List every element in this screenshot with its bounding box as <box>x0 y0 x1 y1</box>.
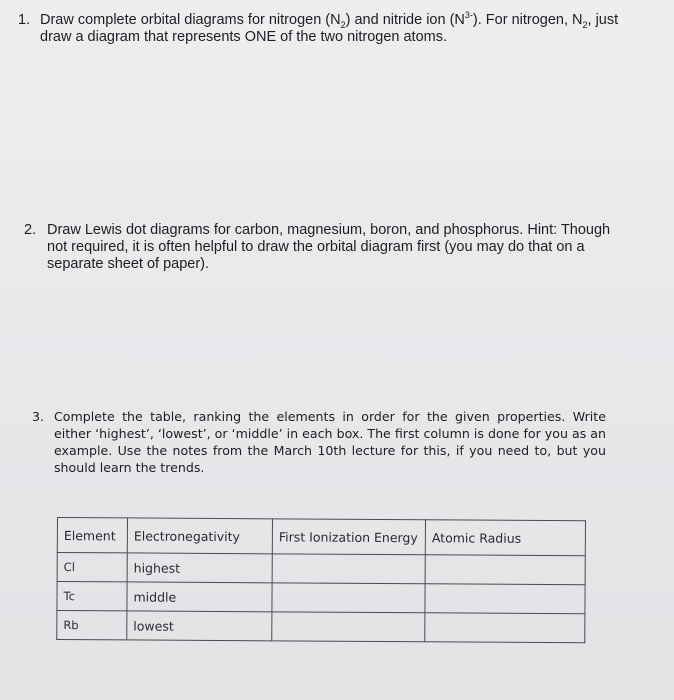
question-2-text: Draw Lewis dot diagrams for carbon, magnesium, boron, and phosphorus. Hint: Though not required, it is often helpful to draw the orbital diagram first (you may do that on a separate sheet of paper). <box>47 222 611 272</box>
cell-atomic-radius <box>425 584 585 614</box>
cell-electronegativity: lowest <box>127 611 272 641</box>
table-header-row <box>57 518 585 556</box>
question-3 <box>32 408 606 476</box>
header-atomic-radius: Atomic Radius <box>425 520 585 556</box>
cell-element: Rb <box>57 611 127 640</box>
question-1-text: Draw complete orbital diagrams for nitrogen $(N_2)$ and nitride ion $(N^{3-})$. For nitrogen, $N_2$, just draw a diagram that represents ONE of the two nitrogen atoms. <box>40 10 619 45</box>
header-electronegativity: Electronegativity <box>127 518 272 554</box>
question-2 <box>24 222 624 273</box>
cell-first-ionization-energy <box>272 612 425 642</box>
cell-element: Cl <box>57 553 127 582</box>
question-3-text: Complete the table, ranking the elements in order for the given properties. Write either ‘highest’, ‘lowest’, or ‘middle’ in each box. The first column is done for you as an example. Use the notes from the March 10th lecture for this, if you need to, but you should learn the trends. <box>54 409 606 475</box>
cell-atomic-radius <box>425 555 585 585</box>
trends-table <box>56 517 586 643</box>
table-row <box>57 582 585 614</box>
question-3-number: 3. <box>32 409 45 424</box>
header-element: Element <box>57 518 127 553</box>
cell-atomic-radius <box>425 613 585 643</box>
question-1 <box>18 12 638 46</box>
cell-element: Tc <box>57 582 127 611</box>
table-row <box>57 611 585 643</box>
header-first-ionization-energy: First Ionization Energy <box>272 519 425 555</box>
question-2-number: 2. <box>24 222 37 238</box>
question-1-number: 1. <box>18 12 31 28</box>
cell-electronegativity: middle <box>127 582 272 612</box>
cell-first-ionization-energy <box>272 583 425 613</box>
cell-electronegativity: highest <box>127 553 272 583</box>
table-row <box>57 553 585 585</box>
cell-first-ionization-energy <box>272 554 425 584</box>
